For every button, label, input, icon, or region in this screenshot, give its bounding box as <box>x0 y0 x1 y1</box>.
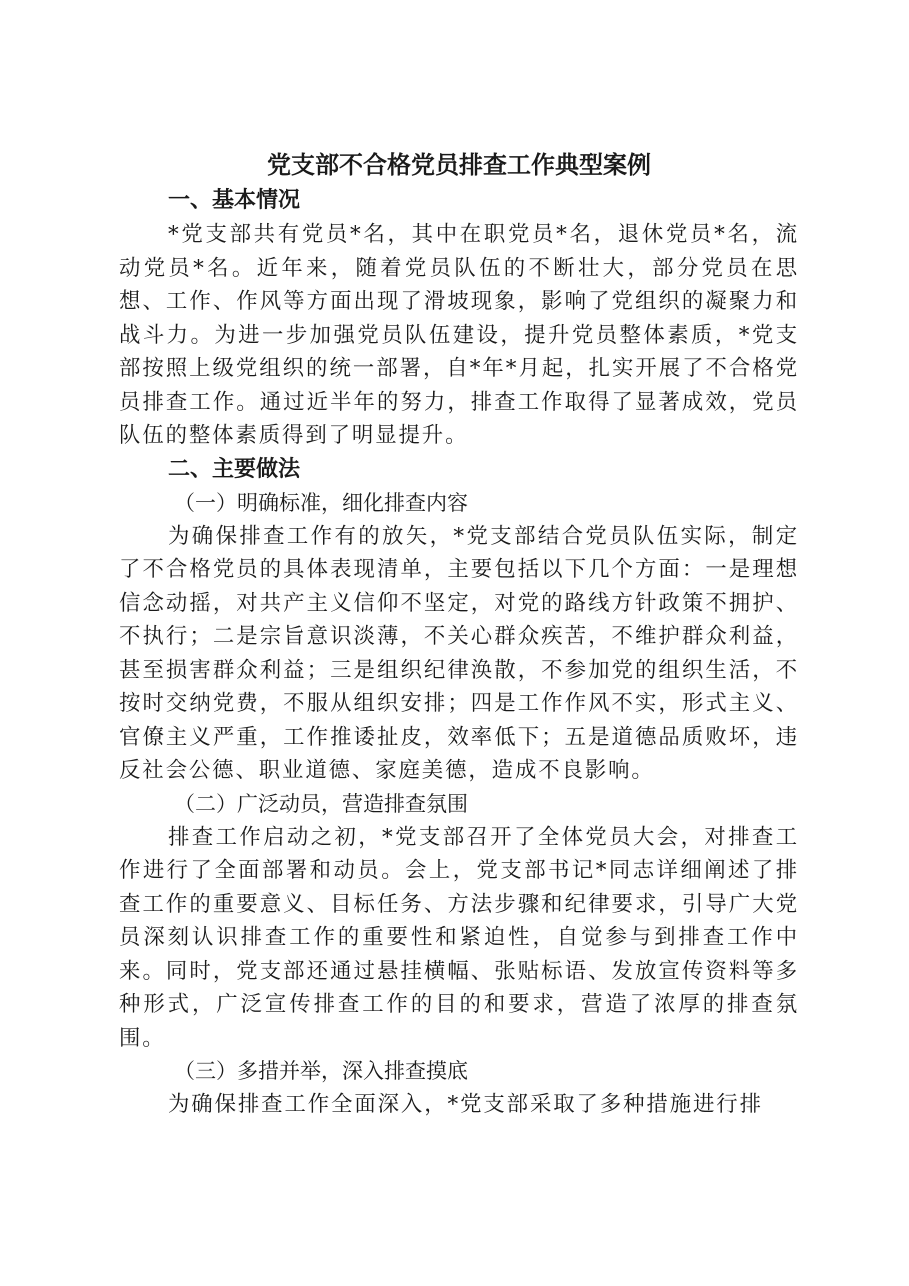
subsection-paragraph-1: 为确保排查工作有的放矢，*党支部结合党员队伍实际，制定了不合格党员的具体表现清单，主要包括以下几个方面：一是理想信念动摇，对共产主义信仰不坚定，对党的路线方针政策不拥护、不执行；二是宗旨意识淡薄，不关心群众疾苦，不维护群众利益，甚至损害群众利益；三是组织纪律涣散，不参加党的组织生活，不按时交纳党费，不服从组织安排；四是工作作风不实，形式主义、官僚主义严重，工作推诿扯皮，效率低下；五是道德品质败坏，违反社会公德、职业道德、家庭美德，造成不良影响。 <box>119 523 799 783</box>
subsection-heading-2: （二）广泛动员，营造排查氛围 <box>174 791 468 816</box>
section-paragraph-basic-info: *党支部共有党员*名，其中在职党员*名，退休党员*名，流动党员*名。近年来，随着党员队伍的不断壮大，部分党员在思想、工作、作风等方面出现了滑坡现象，影响了党组织的凝聚力和战斗力。为进一步加强党员队伍建设，提升党员整体素质，*党支部按照上级党组织的统一部署，自*年*月起，扎实开展了不合格党员排查工作。通过近半年的努力，排查工作取得了显著成效，党员队伍的整体素质得到了明显提升。 <box>119 222 799 448</box>
subsection-paragraph-2: 排查工作启动之初，*党支部召开了全体党员大会，对排查工作进行了全面部署和动员。会上，党支部书记*同志详细阐述了排查工作的重要意义、目标任务、方法步骤和纪律要求，引导广大党员深刻认识排查工作的重要性和紧迫性，自觉参与到排查工作中来。同时，党支部还通过悬挂横幅、张贴标语、发放宣传资料等多种形式，广泛宣传排查工作的目的和要求，营造了浓厚的排查氛围。 <box>119 824 799 1051</box>
document-body <box>119 146 799 1122</box>
document-title: 党支部不合格党员排查工作典型案例 <box>267 150 651 179</box>
subsection-heading-1: （一）明确标准，细化排查内容 <box>174 490 468 515</box>
subsection-heading-3: （三）多措并举，深入排查摸底 <box>174 1059 468 1083</box>
section-heading-basic-info: 一、基本情况 <box>168 188 301 213</box>
section-heading-main-practices: 二、主要做法 <box>168 456 301 482</box>
subsection-paragraph-3: 为确保排查工作全面深入，*党支部采取了多种措施进行排 <box>168 1092 763 1117</box>
